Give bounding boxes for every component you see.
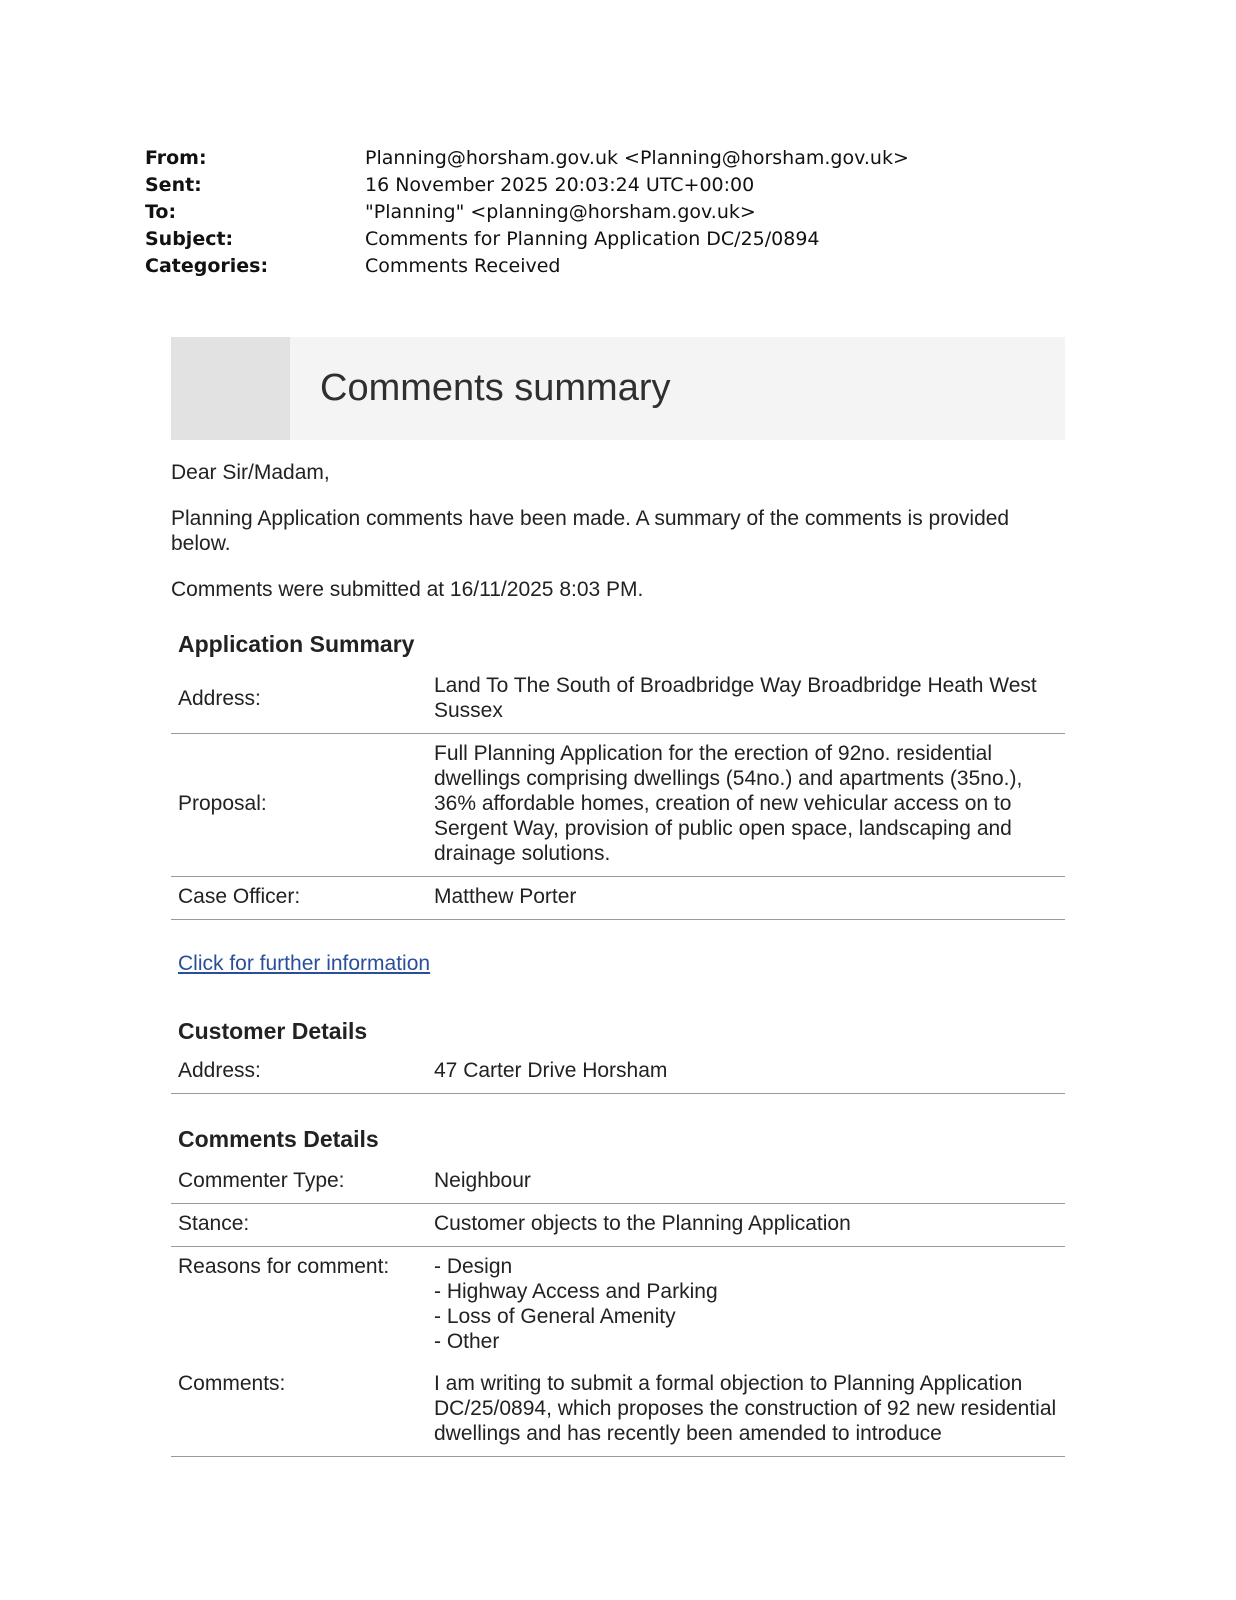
table-row (171, 1161, 1065, 1204)
customer-details-heading: Customer Details (178, 1018, 368, 1044)
banner-accent-block (171, 337, 290, 440)
table-row (171, 1364, 1065, 1457)
table-row (171, 666, 1065, 734)
comments-value: I am writing to submit a formal objection to Planning Application DC/25/0894, which proposes the construction of 92 new residential dwellings and has recently been amended to introduce (427, 1364, 1065, 1457)
customer-address-label: Address: (171, 1051, 427, 1094)
further-information-link[interactable]: Click for further information (178, 952, 431, 975)
table-row (171, 734, 1065, 877)
reason-item: - Highway Access and Parking (434, 1280, 718, 1303)
from-value: Planning@horsham.gov.uk <Planning@horsham.gov.uk> (365, 147, 909, 169)
proposal-value: Full Planning Application for the erection of 92no. residential dwellings comprising dwellings (54no.) and apartments (35no.), 36% affordable homes, creation of new vehicular access on to Sergent Way, provision of public open space, landscaping and drainage solutions. (427, 734, 1065, 877)
customer-address-value: 47 Carter Drive Horsham (427, 1051, 1065, 1094)
sent-row (145, 172, 1105, 199)
case-officer-value: Matthew Porter (427, 877, 1065, 920)
case-officer-label: Case Officer: (171, 877, 427, 920)
table-row (171, 1204, 1065, 1247)
email-header (145, 145, 1105, 280)
table-row (171, 877, 1065, 920)
comments-details-table (171, 1161, 1065, 1457)
to-label: To: (145, 201, 177, 223)
comments-summary-banner (171, 337, 1065, 440)
categories-label: Categories: (145, 255, 269, 277)
banner-title: Comments summary (320, 367, 671, 409)
email-body (171, 337, 1065, 1457)
commenter-type-value: Neighbour (427, 1161, 1065, 1204)
reason-item: - Design (434, 1255, 513, 1278)
table-row (171, 1247, 1065, 1365)
comments-label: Comments: (171, 1364, 427, 1457)
categories-row (145, 253, 1105, 280)
application-summary-heading: Application Summary (178, 631, 415, 657)
sent-label: Sent: (145, 174, 202, 196)
to-value: "Planning" <planning@horsham.gov.uk> (365, 201, 756, 223)
reason-item: - Other (434, 1330, 500, 1353)
from-label: From: (145, 147, 207, 169)
address-value: Land To The South of Broadbridge Way Broadbridge Heath West Sussex (427, 666, 1065, 734)
application-summary-table (171, 666, 1065, 920)
submitted-timestamp: Comments were submitted at 16/11/2025 8:03 PM. (171, 578, 644, 601)
address-label: Address: (171, 666, 427, 734)
reasons-label: Reasons for comment: (178, 1255, 390, 1278)
subject-label: Subject: (145, 228, 234, 250)
sent-value: 16 November 2025 20:03:24 UTC+00:00 (365, 174, 755, 196)
subject-value: Comments for Planning Application DC/25/0894 (365, 228, 820, 250)
further-info-link-wrap (171, 951, 1065, 976)
to-row (145, 199, 1105, 226)
intro-paragraph: Planning Application comments have been made. A summary of the comments is provided below. (171, 507, 1010, 555)
subject-row (145, 226, 1105, 253)
table-row (171, 1051, 1065, 1094)
reason-item: - Loss of General Amenity (434, 1305, 676, 1328)
from-row (145, 145, 1105, 172)
stance-value: Customer objects to the Planning Application (427, 1204, 1065, 1247)
categories-value: Comments Received (365, 255, 561, 277)
reasons-list (427, 1247, 1065, 1365)
customer-details-table (171, 1051, 1065, 1094)
proposal-label: Proposal: (171, 734, 427, 877)
commenter-type-label: Commenter Type: (171, 1161, 427, 1204)
greeting: Dear Sir/Madam, (171, 461, 330, 484)
comments-details-heading: Comments Details (178, 1126, 379, 1152)
stance-label: Stance: (171, 1204, 427, 1247)
